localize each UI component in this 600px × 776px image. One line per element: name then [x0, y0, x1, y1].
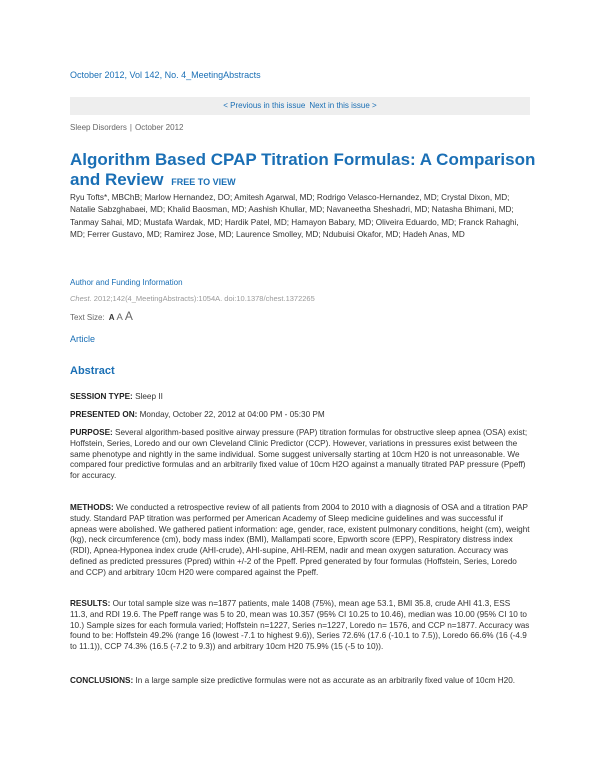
breadcrumb-section: Sleep Disorders	[70, 123, 127, 132]
conclusions-label: CONCLUSIONS:	[70, 676, 134, 685]
issue-navigation	[70, 101, 530, 110]
session-type	[70, 392, 530, 403]
methods-paragraph	[70, 503, 530, 579]
text-size-label: Text Size:	[70, 313, 105, 322]
methods-label: METHODS:	[70, 503, 114, 512]
issue-navigation-bar	[70, 97, 530, 115]
author-funding-info-link[interactable]: Author and Funding Information	[70, 278, 183, 287]
breadcrumb-separator: |	[129, 123, 132, 132]
text-size-small-button[interactable]: A	[108, 313, 115, 322]
purpose-text: Several algorithm-based positive airway pressure (PAP) titration formulas for obstructive sleep apnea (OSA) exist; Hoffstein, Series, Loredo and our own Cleveland Clinic Predictor (CCP). However, variations in pressures exist between the same phenotype and nightly in the same individual. Some suggest universally starting at 10cm H20 is not unreasonable. We compared four predictive formulas and an arbitrarily fixed value of 10cm H2O against a manually titrated PAP pressure (Ppeff) for accuracy.	[70, 428, 528, 481]
results-text: Our total sample size was n=1877 patients, male 1408 (75%), mean age 53.1, BMI 35.8, crude AHI 41.3, ESS 11.3, and RDI 19.6. The Ppeff range was 5 to 20, mean was 10.357 (95% CI 10.25 to 10.46), median was 10.00 (95% CI 10 to 10.) Sample sizes for each formula varied; Hoffstein n=1227, Series n=1227, Loredo n= 1576, and CCP n=1877. Accuracy was found to be: Hoffstein 49.2% (range 16 (lowest -7.1 to highest 9.6)), Series 72.6% (17.6 (-10.1 to 7.5)), Loredo 66.6% (16 (-4.9 to 11.1)), CCP 74.3% (16.5 (-7.2 to 9.3)) and arbitrary 10cm H20 75.9% (15 (-5 to 10)).	[70, 599, 530, 652]
presented-on	[70, 410, 530, 421]
methods-text: We conducted a retrospective review of all patients from 2004 to 2010 with a diagnosis of OSA and a titration PAP study. Standard PAP titration was performed per American Academy of Sleep medicine guidelines and was successful if apneas were abolished. We gathered patient information: age, gender, race, existent pulmonary conditions, height (cm), weight (kg), neck circumference (cm), body mass index (BMI), Mallampati score, Epworth score (EPP), Respiratory distress index (RDI), Apnea-Hyponea index crude (AHI-crude), AHI-supine, AHI-REM, nadir and mean oxygen saturation. Accuracy was defined as predicted pressures (Ppred) within +/-2 of the Ppeff. Ppred generated by four formulas (Hoffstein, Series, Loredo and CCP) and arbitrary 10cm H20 were compared against the Ppeff.	[70, 503, 530, 577]
article-title-text: Algorithm Based CPAP Titration Formulas: A Comparison and Review	[70, 150, 536, 189]
previous-in-issue-link[interactable]: < Previous in this issue	[223, 101, 306, 110]
journal-issue-link[interactable]: October 2012, Vol 142, No. 4_MeetingAbstracts	[70, 70, 261, 80]
text-size-medium-button[interactable]: A	[116, 312, 123, 323]
citation	[70, 294, 315, 303]
conclusions-paragraph	[70, 676, 530, 687]
presented-on-label: PRESENTED ON:	[70, 410, 138, 419]
results-label: RESULTS:	[70, 599, 111, 608]
abstract-heading: Abstract	[70, 365, 115, 377]
conclusions-text: In a large sample size predictive formulas were not as accurate as an arbitrarily fixed value of 10cm H20.	[135, 676, 516, 685]
citation-journal: Chest.	[70, 294, 92, 303]
free-to-view-badge: FREE TO VIEW	[171, 177, 236, 187]
purpose-paragraph	[70, 428, 530, 482]
purpose-label: PURPOSE:	[70, 428, 113, 437]
results-paragraph	[70, 599, 530, 653]
citation-details: 2012;142(4_MeetingAbstracts):1054A. doi:10.1378/chest.1372265	[93, 294, 315, 303]
author-list: Ryu Tofts*, MBChB; Marlow Hernandez, DO; Amitesh Agarwal, MD; Rodrigo Velasco-Hernandez, MD; Crystal Dixon, MD; Natalie Sabzghabaei, MD; Khalid Baosman, MD; Aashish Khullar, MD; Navaneetha Sheshadri, MD; Natasha Bhimani, MD; Tanmay Sahai, MD; Mustafa Wardak, MD; Hardik Patel, MD; Hamayon Babary, MD; Oliveira Eduardo, MD; Franck Rahaghi, MD; Ferrer Gustavo, MD; Ramirez Jose, MD; Laurence Smolley, MD; Ndubuisi Okafor, MD; Hadeh Anas, MD	[70, 193, 519, 240]
breadcrumb	[70, 123, 183, 132]
text-size-large-button[interactable]: A	[124, 309, 133, 323]
article-tab-link[interactable]: Article	[70, 334, 96, 344]
next-in-issue-link[interactable]: Next in this issue >	[309, 101, 377, 110]
article-title	[70, 150, 540, 192]
text-size-control	[70, 309, 133, 323]
session-type-label: SESSION TYPE:	[70, 392, 133, 401]
presented-on-value: Monday, October 22, 2012 at 04:00 PM - 05:30 PM	[139, 410, 325, 419]
session-type-value: Sleep II	[135, 392, 163, 401]
breadcrumb-date: October 2012	[135, 123, 184, 132]
